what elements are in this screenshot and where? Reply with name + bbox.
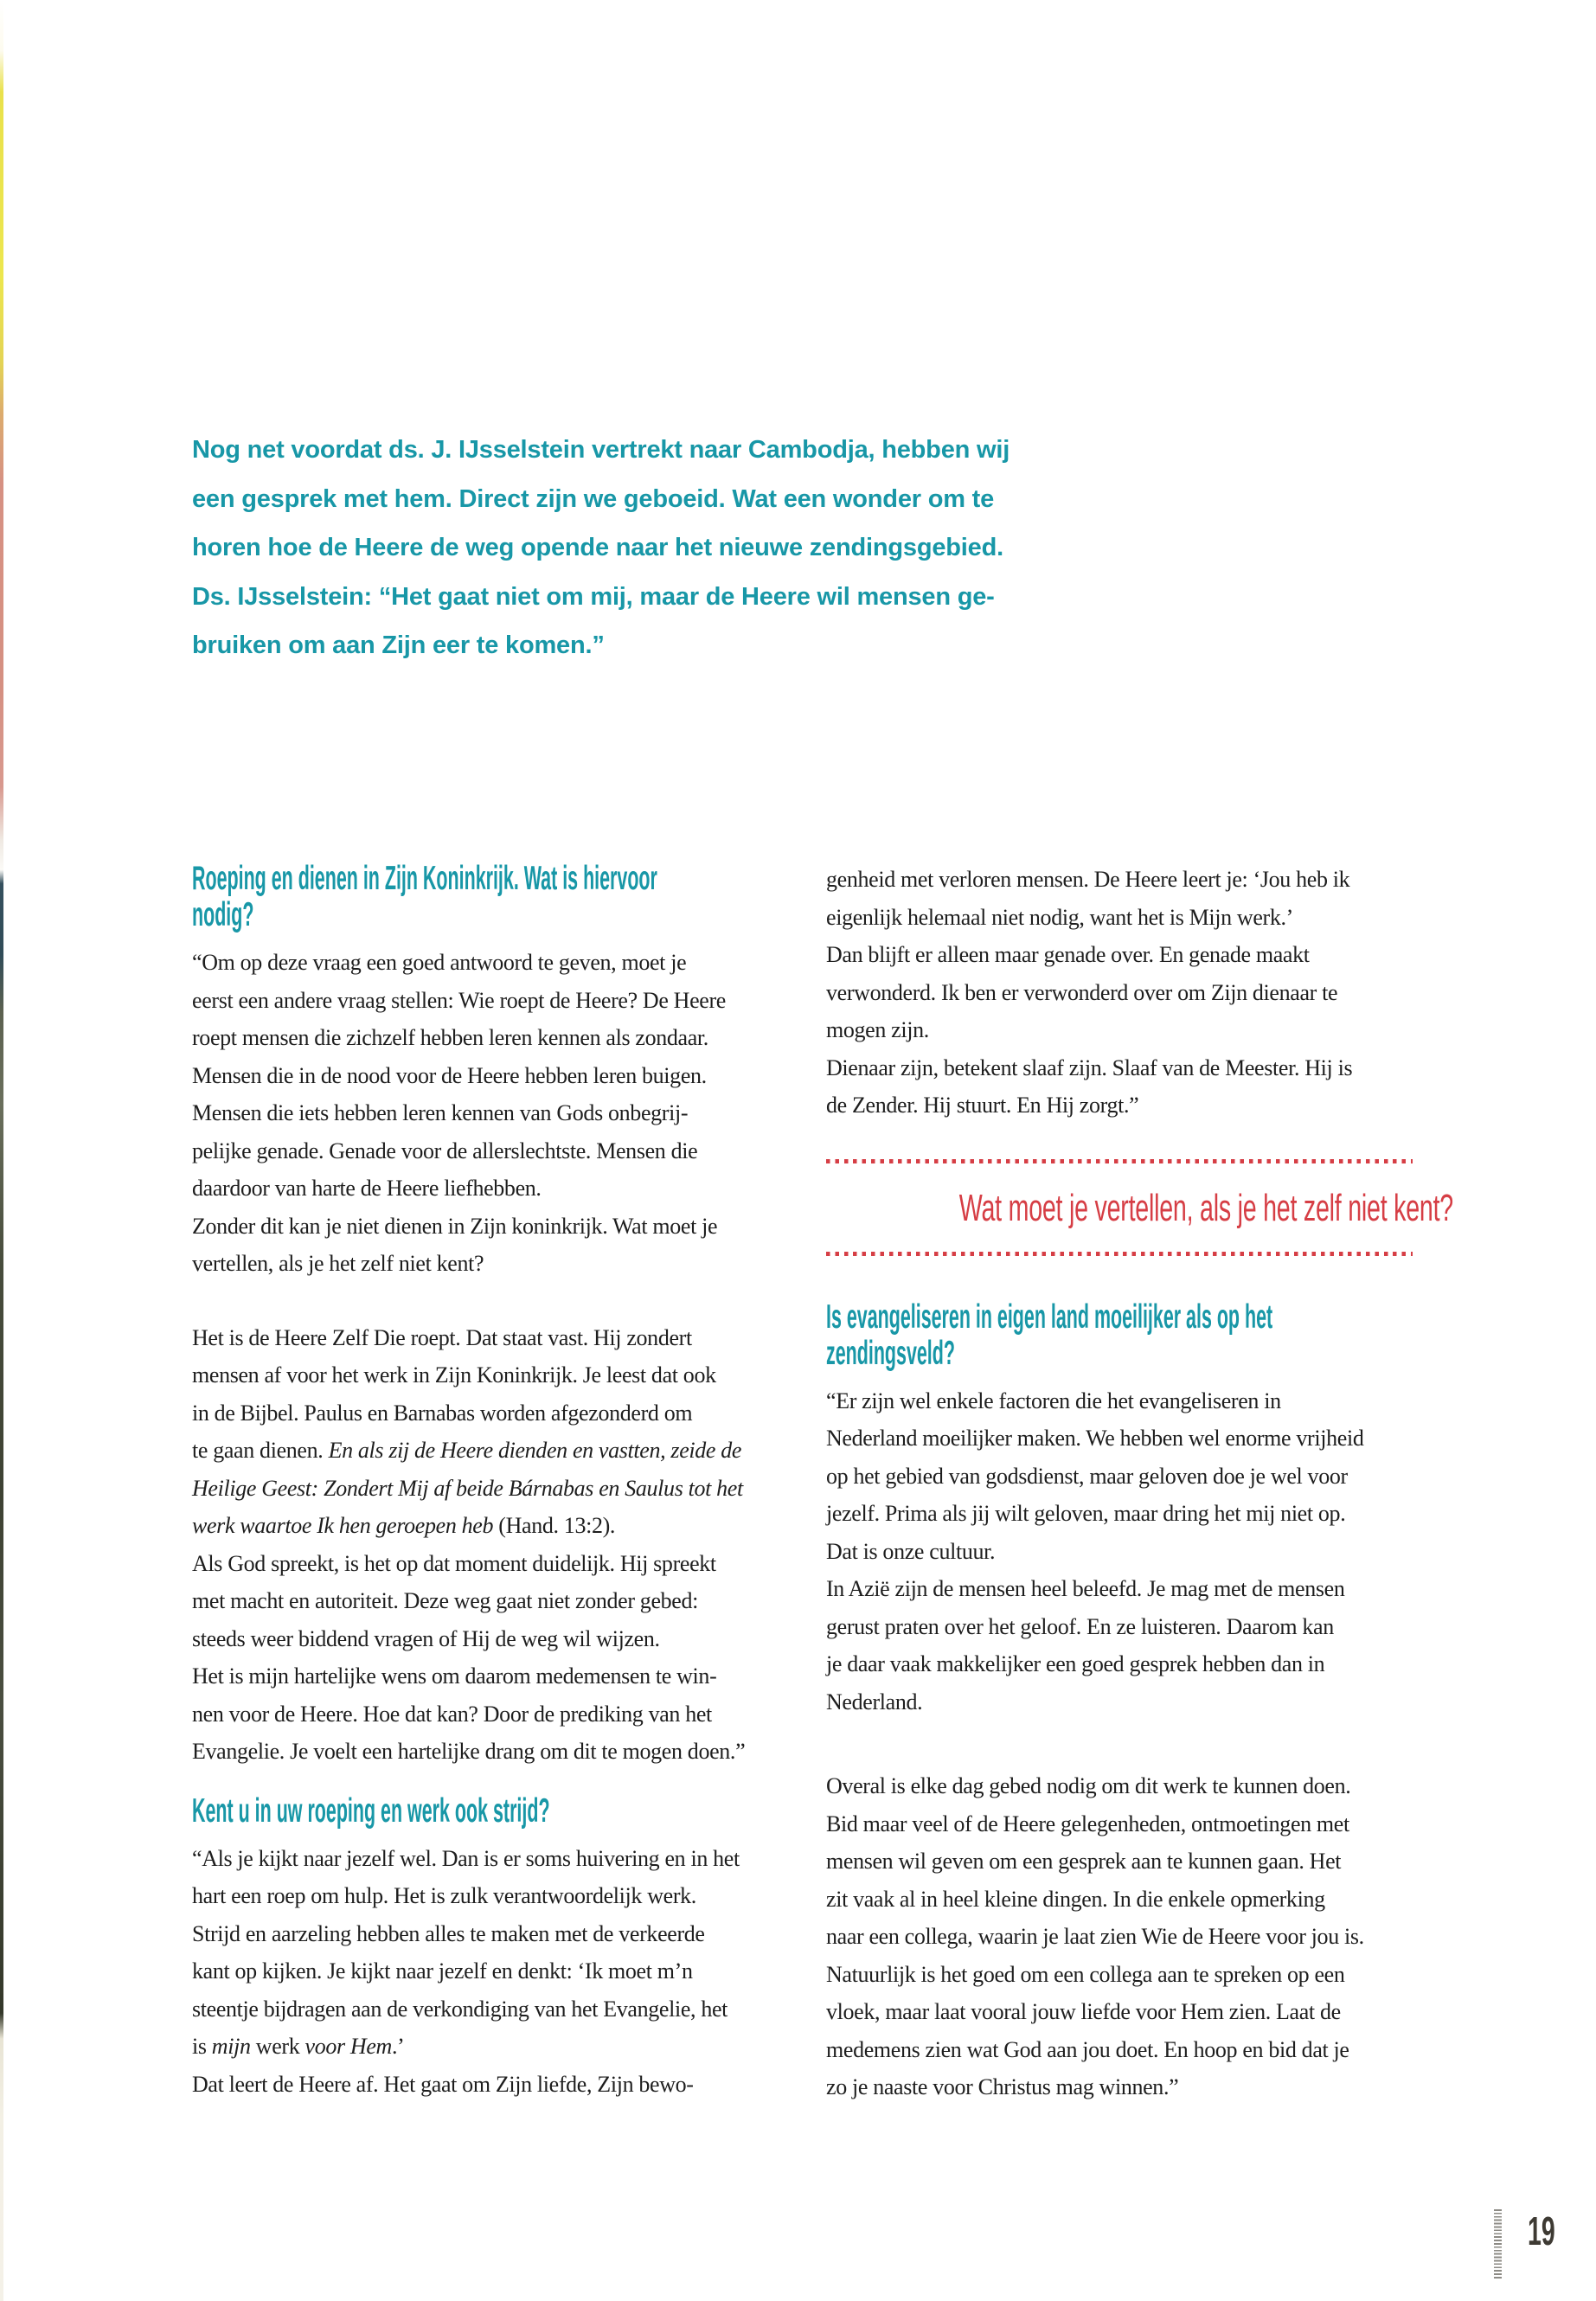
body-paragraph: Overal is elke dag gebed nodig om dit werk te kunnen doen. Bid maar veel of de Heere gelegenheden, ontmoetingen met mensen wil geven om een gesprek aan te kunnen gaan. Het zit vaak al in heel kleine dingen. In die enkele opmerking naar een collega, waarin je laat zien Wie de Heere voor jou is. Natuurlijk is het goed om een collega aan te spreken op een vloek, maar laat vooral jouw liefde voor Hem zien. Laat de medemens zien wat God aan jou doet. En hoop en bid dat je zo je naaste voor Christus mag winnen.” [826, 1773, 1364, 2099]
body-paragraph: “Er zijn wel enkele factoren die het evangeliseren in Nederland moeilijker maken. We hebben wel enorme vrijheid op het gebied van godsdienst, maar geloven doe je wel voor jezelf. Prima als jij wilt geloven, maar dring het mij niet op. Dat is onze cultuur. In Azië zijn de mensen heel beleefd. Je mag met de mensen gerust praten over het geloof. En ze luisteren. Daarom kan je daar vaak makkelijker een goed gesprek hebben dan in Nederland. [826, 1388, 1364, 1715]
body-paragraph: genheid met verloren mensen. De Heere leert je: ‘Jou heb ik eigenlijk helemaal niet nodig, want het is Mijn werk.’ Dan blijft er alleen maar genade over. En genade maakt verwonderd. Ik ben er verwonderd over om Zijn dienaar te mogen zijn. Dienaar zijn, betekent slaaf zijn. Slaaf van de Meester. Hij is de Zender. Hij stuurt. En Hij zorgt.” [826, 867, 1353, 1118]
column-right [826, 861, 1453, 2106]
intro-paragraph: Nog net voordat ds. J. IJsselstein vertrekt naar Cambodja, hebben wij een gesprek met hem. Direct zijn we geboeid. Wat een wonder om te horen hoe de Heere de weg opende naar het nieuwe zendingsgebied. Ds. IJsselstein: “Het gaat niet om mij, maar de Heere wil mensen ge- bruiken om aan Zijn eer te komen.” [192, 436, 1010, 659]
section-heading-strijd: Kent u in uw roeping en werk ook strijd? [192, 1791, 550, 1830]
body-paragraph: Het is de Heere Zelf Die roept. Dat staat vast. Hij zondert mensen af voor het werk in Zijn Koninkrijk. Je leest dat ook in de Bijbel. Paulus en Barnabas worden afgezonderd om te gaan dienen. En als zij de Heere dienden en vastten, zeide de Heilige Geest: Zondert Mij af beide Bárnabas en Saulus tot het werk waartoe Ik hen geroepen heb (Hand. 13:2). Als God spreekt, is het op dat moment duidelijk. Hij spreekt met macht en autoriteit. Deze weg gaat niet zonder gebed: steeds weer biddend vragen of Hij de weg wil wijzen. Het is mijn hartelijke wens om daarom medemensen te win- nen voor de Heere. Hoe dat kan? Door de prediking van het Evangelie. Je voelt een hartelijke drang om dit te mogen doen.” [192, 1324, 746, 1764]
pull-quote-text: Wat moet je vertellen, als je het zelf niet kent? [958, 1186, 1453, 1229]
body-paragraph: “Als je kijkt naar jezelf wel. Dan is er soms huivering en in het hart een roep om hulp. Het is zulk verantwoordelijk werk. Strijd en aarzeling hebben alles te maken met de verkeerde kant op kijken. Je kijkt naar jezelf en denkt: ‘Ik moet m’n steentje bijdragen aan de verkondiging van het Evangelie, het is mijn werk voor Hem.’ Dat leert de Heere af. Het gaat om Zijn liefde, Zijn bewo- [192, 1845, 740, 2097]
page-number: 19 [1528, 2208, 1555, 2253]
body-paragraph: “Om op deze vraag een goed antwoord te geven, moet je eerst een andere vraag stellen: Wie roept de Heere? De Heere roept mensen die zichzelf hebben leren kennen als zondaar. Mensen die in de nood voor de Heere hebben leren buigen. Mensen die iets hebben leren kennen van Gods onbegrij- pelijke genade. Genade voor de allerslechtste. Mensen die daardoor van harte de Heere liefhebben. Zonder dit kan je niet dienen in Zijn koninkrijk. Wat moet je vertellen, als je het zelf niet kent? [192, 950, 726, 1276]
section-heading-evangeliseren: Is evangeliseren in eigen land moeilijker als op het zendingsveld? [826, 1298, 1273, 1372]
dotted-divider-top [826, 1159, 1413, 1163]
dotted-divider-bottom [826, 1252, 1413, 1256]
page-number-tick-mark [1494, 2209, 1502, 2279]
column-left [192, 861, 789, 2103]
section-heading-roeping: Roeping en dienen in Zijn Koninkrijk. Wat is hiervoor nodig? [192, 860, 657, 933]
page-edge-bleed-stripe [0, 0, 3, 2301]
pull-quote [826, 1186, 1453, 1229]
